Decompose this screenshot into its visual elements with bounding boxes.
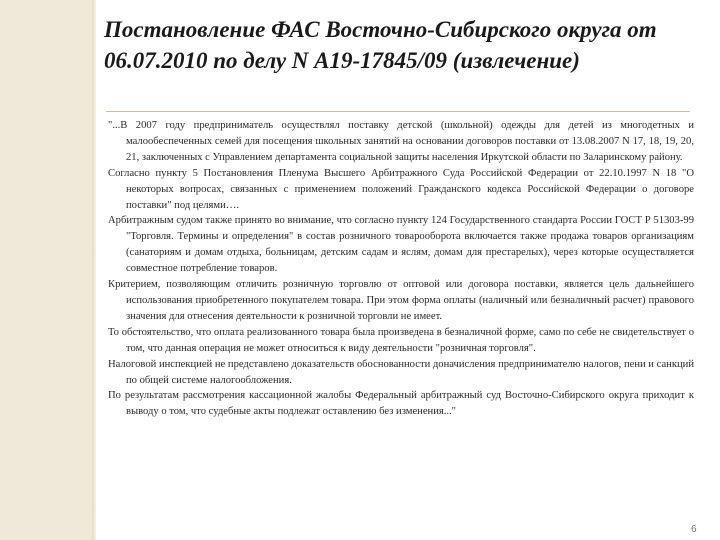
decorative-side-band xyxy=(0,0,96,540)
slide-title: Постановление ФАС Восточно-Сибирского округа от 06.07.2010 по делу N А19-17845/09 (извлечение) xyxy=(104,17,657,73)
title-divider xyxy=(106,111,690,112)
paragraph-2: Согласно пункту 5 Постановления Пленума Высшего Арбитражного Суда Российской Федерации от 22.10.1997 N 18 "О некоторых вопросах, связанных с применением положений Гражданского кодекса Российской Федерации о договоре поставки" под целями…. xyxy=(108,167,694,211)
paragraph-1: "...В 2007 году предприниматель осуществлял поставку детской (школьной) одежды для детей из многодетных и малообеспеченных семей для посещения школьных занятий на основании договоров поставки от 13.08.2007 N 17, 18, 19, 20, 21, заключенных с Управлением департамента социальной защиты населения Иркутской области по Заларинскому району. xyxy=(108,120,694,163)
paragraph-5: То обстоятельство, что оплата реализованного товара была произведена в безналичной форме, само по себе не свидетельствует о том, что данная операция не может относиться к виду деятельности "розничная торговля". xyxy=(108,326,694,354)
slide-body xyxy=(108,118,694,420)
slide-number: 6 xyxy=(691,524,697,535)
paragraph-3: Арбитражным судом также принято во внимание, что согласно пункту 124 Государственного стандарта России ГОСТ Р 51303-99 "Торговля. Термины и определения" в состав розничного товарооборота включается также продажа товаров организациям (санаториям и домам отдыха, больницам, детским садам и яслям, домам для престарелых), через которые осуществляется совместное потребление товаров. xyxy=(108,215,694,275)
paragraph-6: Налоговой инспекцией не представлено доказательств обоснованности доначисления предпринимателю налогов, пени и санкций по общей системе налогообложения. xyxy=(108,358,694,386)
paragraph-4: Критерием, позволяющим отличить розничную торговлю от оптовой или договора поставки, является цель дальнейшего использования приобретенного покупателем товара. При этом форма оплаты (наличный или безналичный расчет) правового значения для отнесения деятельности к розничной торговли не имеет. xyxy=(108,279,694,322)
paragraph-7: По результатам рассмотрения кассационной жалобы Федеральный арбитражный суд Восточно-Сибирского округа приходит к выводу о том, что судебные акты подлежат оставлению без изменения..." xyxy=(108,390,694,418)
